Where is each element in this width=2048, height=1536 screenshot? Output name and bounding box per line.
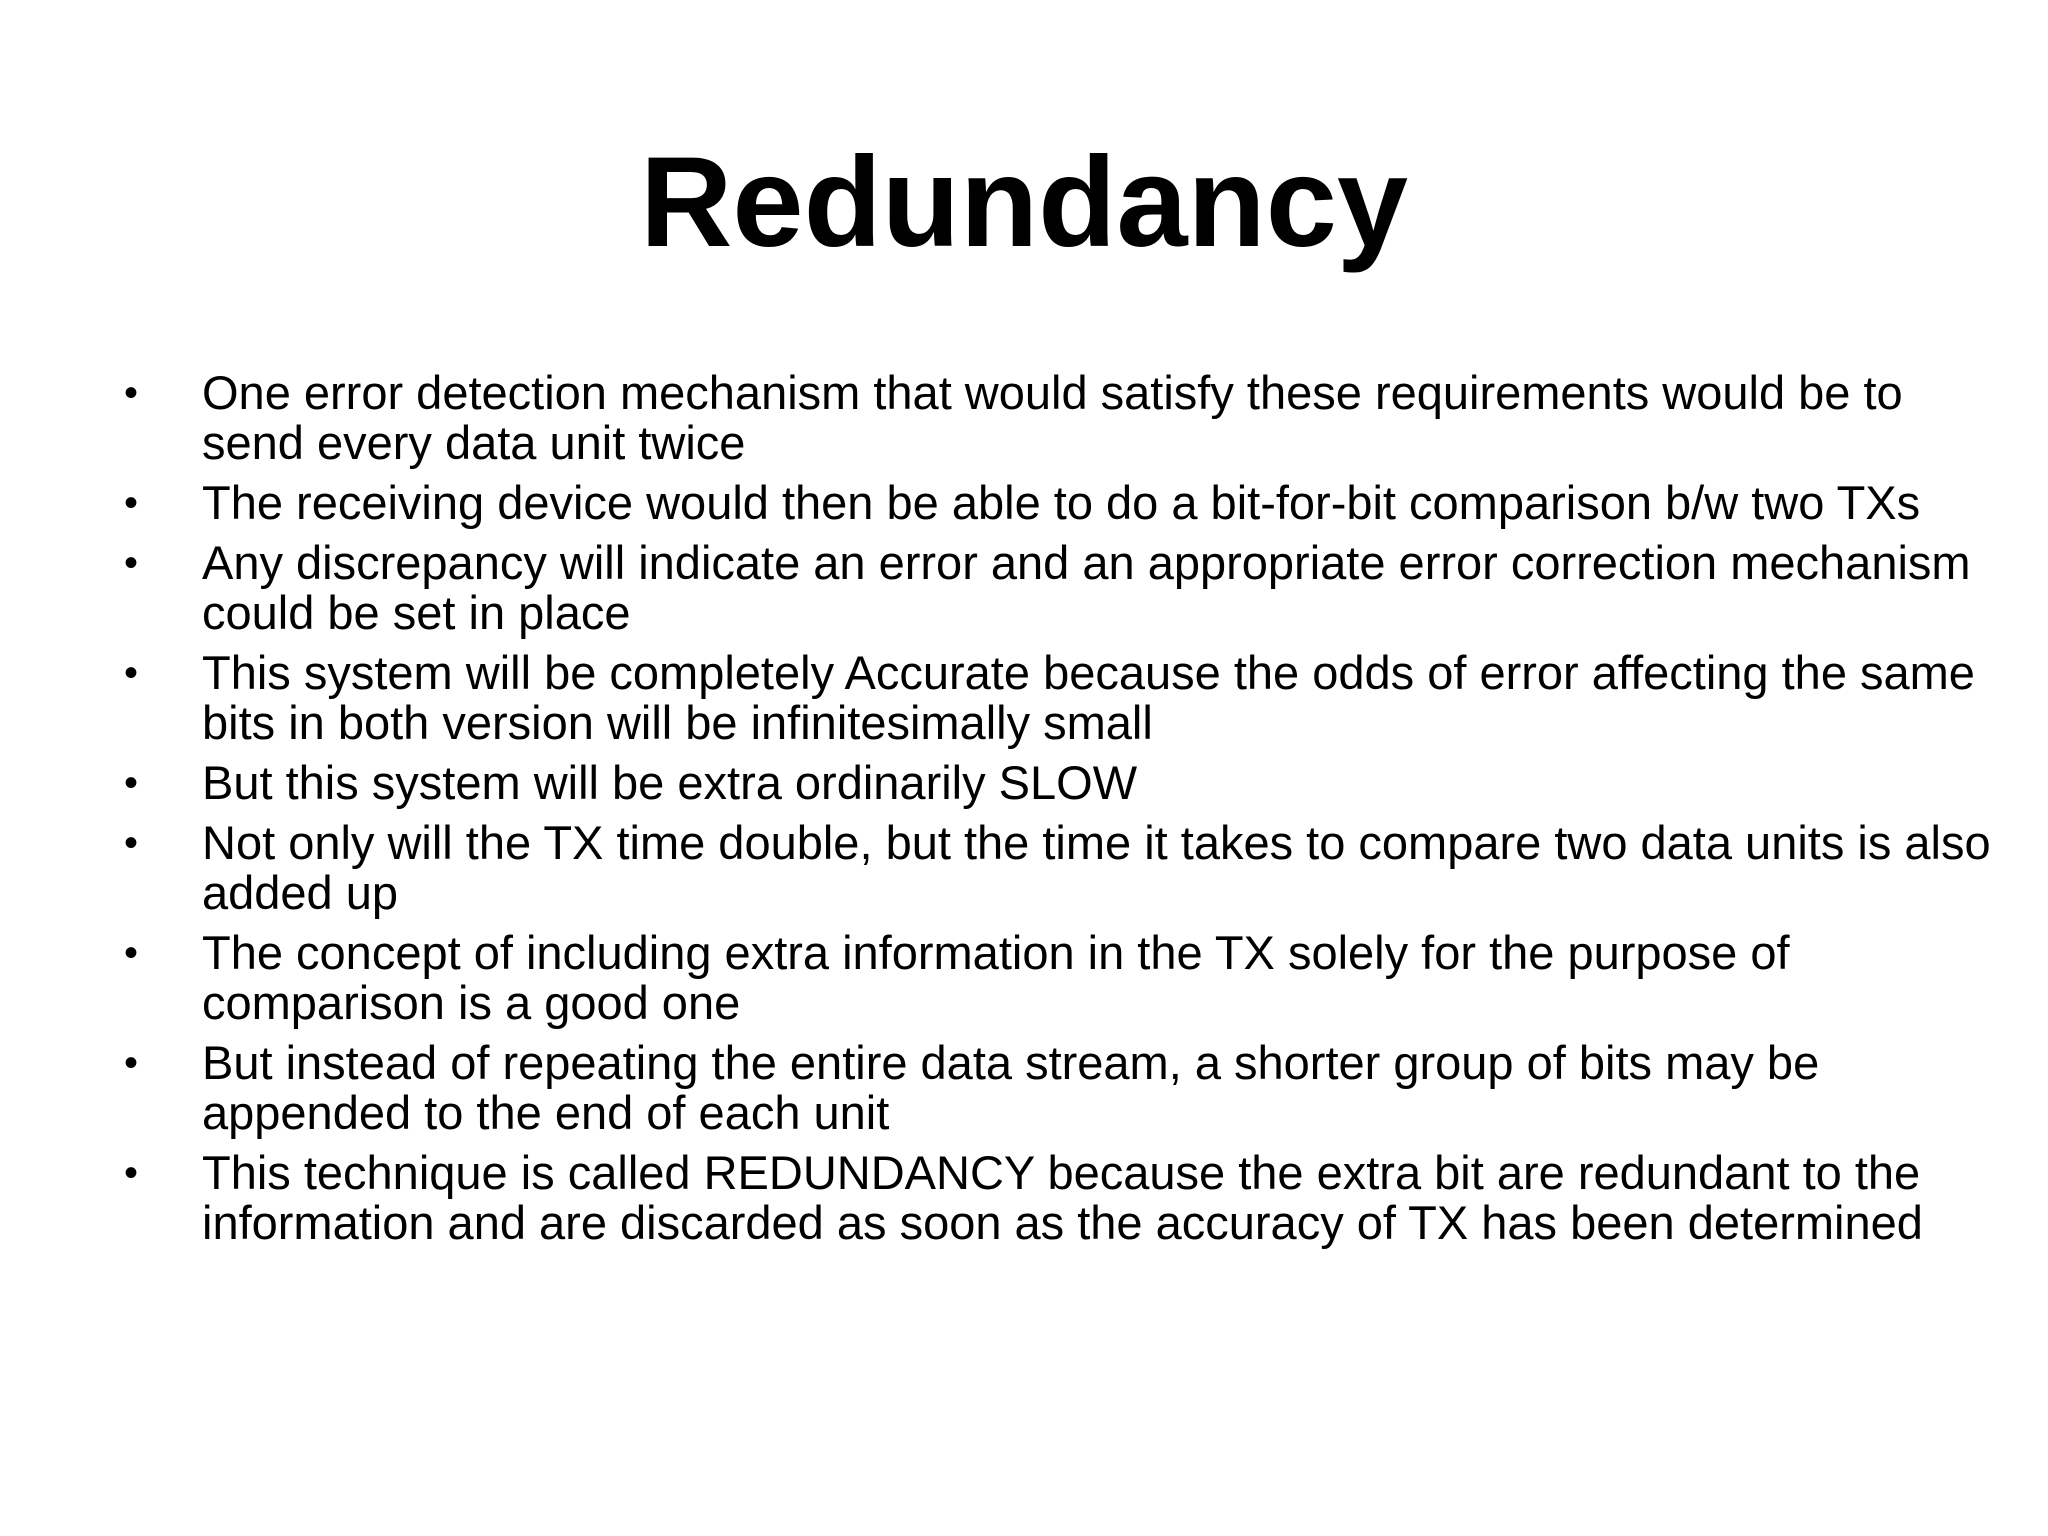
bullet-dot-icon: • [124,651,139,695]
bullet-dot-icon: • [124,931,139,975]
bullet-text: The concept of including extra information in the TX solely for the purpose of comparison is a good one [202,926,1790,1029]
bullet-item [124,648,2004,748]
bullet-item [124,368,2004,468]
bullet-dot-icon: • [124,1151,139,1195]
bullet-item [124,928,2004,1028]
bullet-text: This technique is called REDUNDANCY because the extra bit are redundant to the information and are discarded as soon as the accuracy of TX has been determined [202,1146,1923,1249]
bullet-item [124,538,2004,638]
bullet-dot-icon: • [124,821,139,865]
bullet-dot-icon: • [124,481,139,525]
bullet-item [124,478,2004,528]
bullet-dot-icon: • [124,541,139,585]
slide-title: Redundancy [639,131,1409,274]
bullet-item [124,818,2004,918]
bullet-list [124,368,2004,1258]
bullet-text: Any discrepancy will indicate an error and an appropriate error correction mechanism could be set in place [202,536,1971,639]
bullet-text: This system will be completely Accurate because the odds of error affecting the same bits in both version will be infinitesimally small [202,646,1975,749]
bullet-dot-icon: • [124,761,139,805]
bullet-dot-icon: • [124,1041,139,1085]
bullet-dot-icon: • [124,371,139,415]
bullet-text: The receiving device would then be able to do a bit-for-bit comparison b/w two TXs [202,476,1921,529]
bullet-item [124,1038,2004,1138]
bullet-text: One error detection mechanism that would satisfy these requirements would be to send every data unit twice [202,366,1903,469]
bullet-text: Not only will the TX time double, but the time it takes to compare two data units is also added up [202,816,1991,919]
bullet-text: But instead of repeating the entire data stream, a shorter group of bits may be appended to the end of each unit [202,1036,1820,1139]
bullet-item [124,758,2004,808]
bullet-item [124,1148,2004,1248]
bullet-text: But this system will be extra ordinarily SLOW [202,756,1138,809]
